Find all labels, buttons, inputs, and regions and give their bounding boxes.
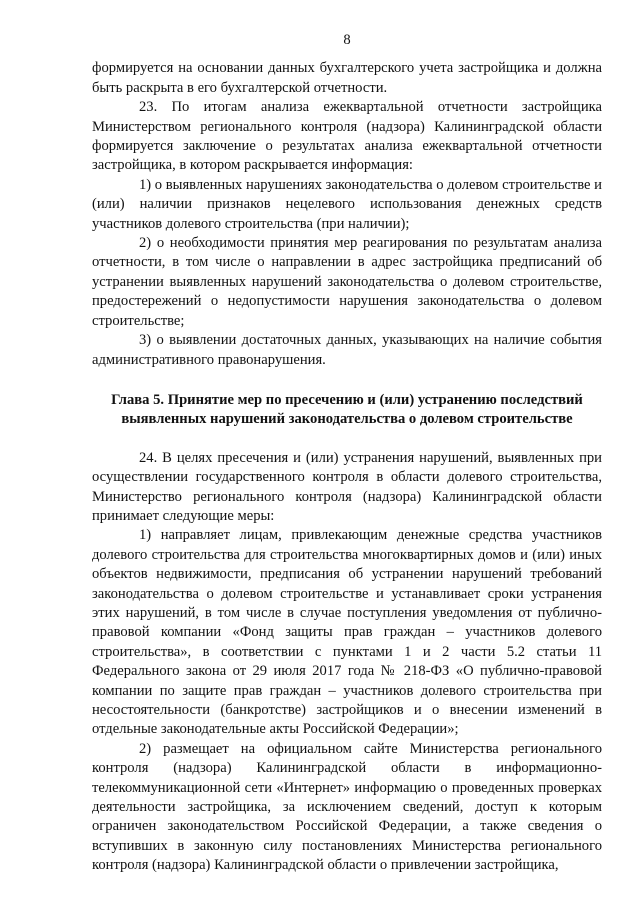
- paragraph-item-2: 2) о необходимости принятия мер реагирования по результатам анализа отчетности, в том числе о направлении в адрес застройщика предписаний об устранении выявленных нарушений законодательства о долевом строительстве, предостережений о недопустимости нарушения законодательства о долевом строительстве;: [92, 235, 602, 329]
- paragraph-clause-24: 24. В целях пресечения и (или) устранения нарушений, выявленных при осуществлении государственного контроля в области долевого строительства, Министерство регионального контроля (надзора) Калининградской области принимает следующие меры:: [92, 449, 602, 524]
- paragraph-clause-23: 23. По итогам анализа ежеквартальной отчетности застройщика Министерством регионального контроля (надзора) Калининградской области формируется заключение о результатах анализа ежеквартальной отчетности застройщика, в котором раскрывается информация:: [92, 99, 602, 174]
- paragraph-measure-2: 2) размещает на официальном сайте Министерства регионального контроля (надзора) Калининградской области в информационно-телекоммуникационной сети «Интернет» информацию о проведенных проверках деятельности застройщика, за исключением сведений, доступ к которым ограничен законодательством Российской Федерации, а также сведения о вступивших в законную силу постановлениях Министерства регионального контроля (надзора) Калининградской области о привлечении застройщика,: [92, 740, 602, 874]
- paragraph-item-3: 3) о выявлении достаточных данных, указывающих на наличие события административного правонарушения.: [92, 332, 602, 368]
- chapter-heading: Глава 5. Принятие мер по пресечению и (или) устранению последствий выявленных нарушений законодательства о долевом строительстве: [111, 391, 583, 428]
- paragraph-item-1: 1) о выявленных нарушениях законодательства о долевом строительстве и (или) наличии признаков нецелевого использования денежных средств участников долевого строительства (при наличии);: [92, 176, 602, 232]
- page-number: 8: [343, 32, 351, 48]
- paragraph-measure-1: 1) направляет лицам, привлекающим денежные средства участников долевого строительства для строительства многоквартирных домов и (или) иных объектов недвижимости, предписания об устранении нарушений требований законодательства о долевом строительстве и устанавливает сроки устранения этих нарушений, в том числе в случае поступления уведомления от публично-правовой компании «Фонд защиты прав граждан – участников долевого строительства», в соответствии с пунктами 1 и 2 части 5.2 статьи 11 Федерального закона от 29 июля 2017 года № 218-ФЗ «О публично-правовой компании по защите прав граждан – участников долевого строительства при несостоятельности (банкротстве) застройщиков и о внесении изменений в отдельные законодательные акты Российской Федерации»;: [92, 527, 602, 738]
- paragraph-continuation: формируется на основании данных бухгалтерского учета застройщика и должна быть раскрыта в его бухгалтерской отчетности.: [92, 60, 602, 96]
